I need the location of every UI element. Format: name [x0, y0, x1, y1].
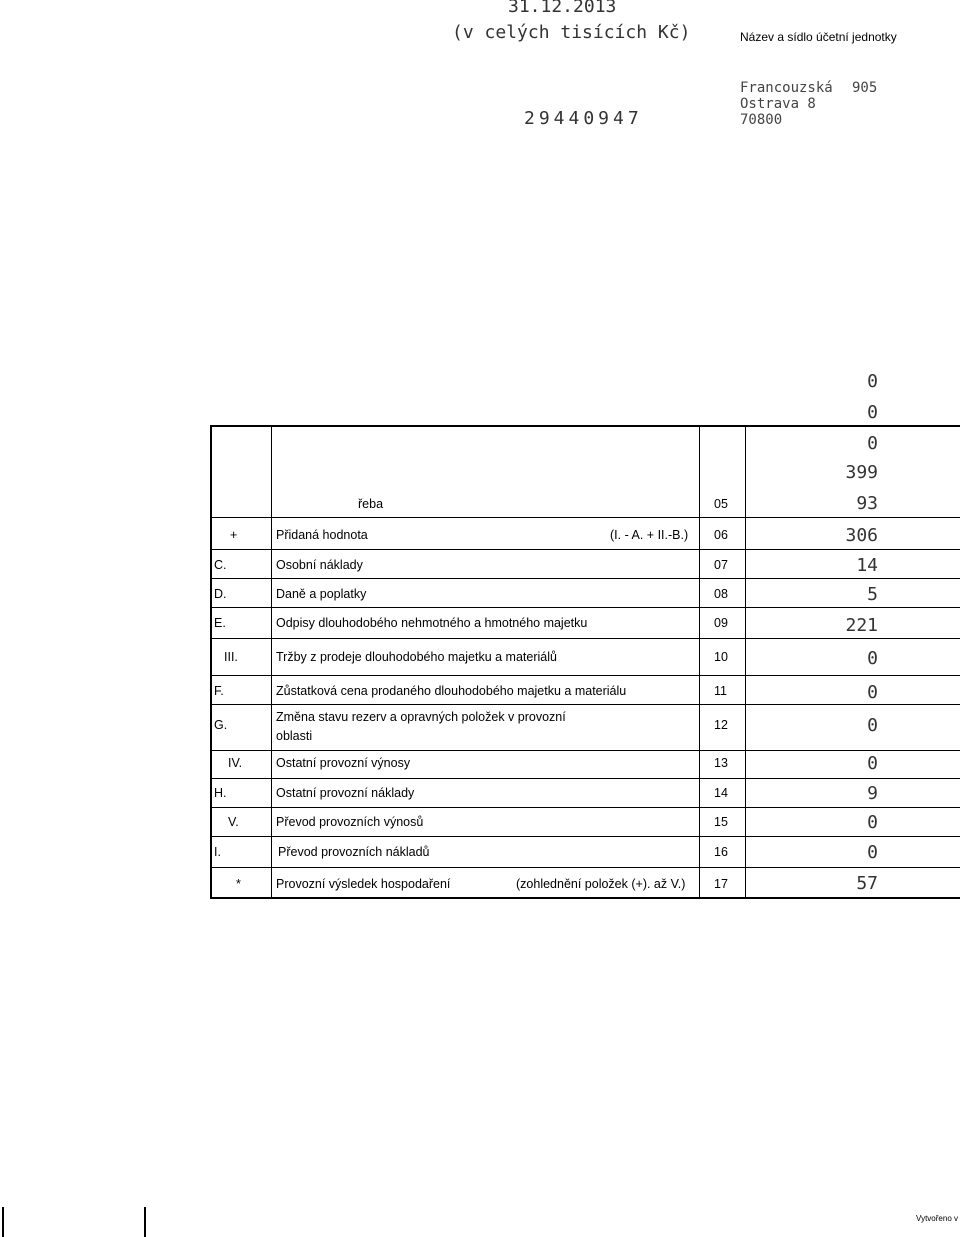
value-cell: 0 [867, 842, 878, 863]
footer-text: Vytvořeno v [916, 1214, 958, 1223]
value-cell: 0 [867, 682, 878, 703]
row-mark: G. [214, 718, 228, 732]
row-mark: H. [214, 786, 227, 800]
row-label: Provozní výsledek hospodaření [276, 877, 451, 891]
row-label: Převod provozních nákladů [278, 845, 430, 859]
row-number: 10 [714, 650, 728, 664]
row-number: 17 [714, 877, 728, 891]
value-cell: 9 [867, 783, 878, 804]
footer-divider [2, 1207, 4, 1237]
row-mark: F. [214, 684, 224, 698]
value-cell: 0 [867, 402, 878, 423]
address-street: Francouzská [740, 80, 833, 96]
row-number: 11 [714, 684, 727, 698]
row-number: 09 [714, 616, 728, 630]
value-cell: 14 [856, 555, 878, 576]
value-cell: 57 [856, 873, 878, 894]
row-label: řeba [358, 497, 384, 511]
value-cell: 0 [867, 715, 878, 736]
row-label: Ostatní provozní výnosy [276, 756, 411, 770]
income-statement-table [210, 425, 960, 899]
statement-date: 31.12.2013 [508, 0, 617, 17]
row-extra: (zohlednění položek (+). až V.) [516, 877, 686, 891]
value-cell: 399 [845, 462, 878, 483]
row-mark: E. [214, 616, 226, 630]
row-number: 07 [714, 558, 728, 572]
units-note: (v celých tisících Kč) [452, 22, 691, 43]
row-label: Ostatní provozní náklady [276, 786, 415, 800]
value-cell: 0 [867, 812, 878, 833]
row-number: 14 [714, 786, 728, 800]
row-label: Odpisy dlouhodobého nehmotného a hmotného majetku [276, 616, 588, 630]
row-label: Tržby z prodeje dlouhodobého majetku a materiálů [276, 650, 557, 664]
row-number: 05 [714, 497, 728, 511]
row-mark: V. [228, 815, 239, 829]
value-cell: 5 [867, 584, 878, 605]
row-mark: C. [214, 558, 227, 572]
row-mark: III. [224, 650, 238, 664]
address-zip: 70800 [740, 112, 783, 128]
address-city: Ostrava 8 [740, 96, 816, 112]
value-cell: 0 [867, 648, 878, 669]
row-label: Daně a poplatky [276, 587, 367, 601]
row-label: Převod provozních výnosů [276, 815, 424, 829]
address-number: 905 [852, 80, 878, 96]
row-label-continued: oblasti [276, 729, 313, 743]
value-cell: 306 [845, 525, 878, 546]
value-cell: 0 [867, 753, 878, 774]
value-cell: 0 [867, 433, 878, 454]
row-mark: I. [214, 845, 221, 859]
row-label: Přidaná hodnota [276, 528, 368, 542]
row-number: 16 [714, 845, 728, 859]
value-cell: 0 [867, 371, 878, 392]
row-mark: IV. [228, 756, 243, 770]
row-number: 12 [714, 718, 728, 732]
entity-name-label: Název a sídlo účetní jednotky [740, 30, 897, 44]
value-cell: 221 [845, 615, 878, 636]
row-extra: (I. - A. + II.-B.) [610, 528, 689, 542]
footer-divider [144, 1207, 146, 1237]
row-number: 08 [714, 587, 728, 601]
company-id: 29440947 [524, 108, 643, 129]
row-number: 13 [714, 756, 728, 770]
row-number: 06 [714, 528, 728, 542]
row-label: Zůstatková cena prodaného dlouhodobého majetku a materiálu [276, 684, 627, 698]
row-mark: + [230, 528, 238, 542]
row-label: Změna stavu rezerv a opravných položek v provozní [276, 710, 566, 724]
row-label: Osobní náklady [276, 558, 363, 572]
row-mark: * [236, 877, 241, 891]
row-number: 15 [714, 815, 728, 829]
row-mark: D. [214, 587, 227, 601]
value-cell: 93 [856, 493, 878, 514]
